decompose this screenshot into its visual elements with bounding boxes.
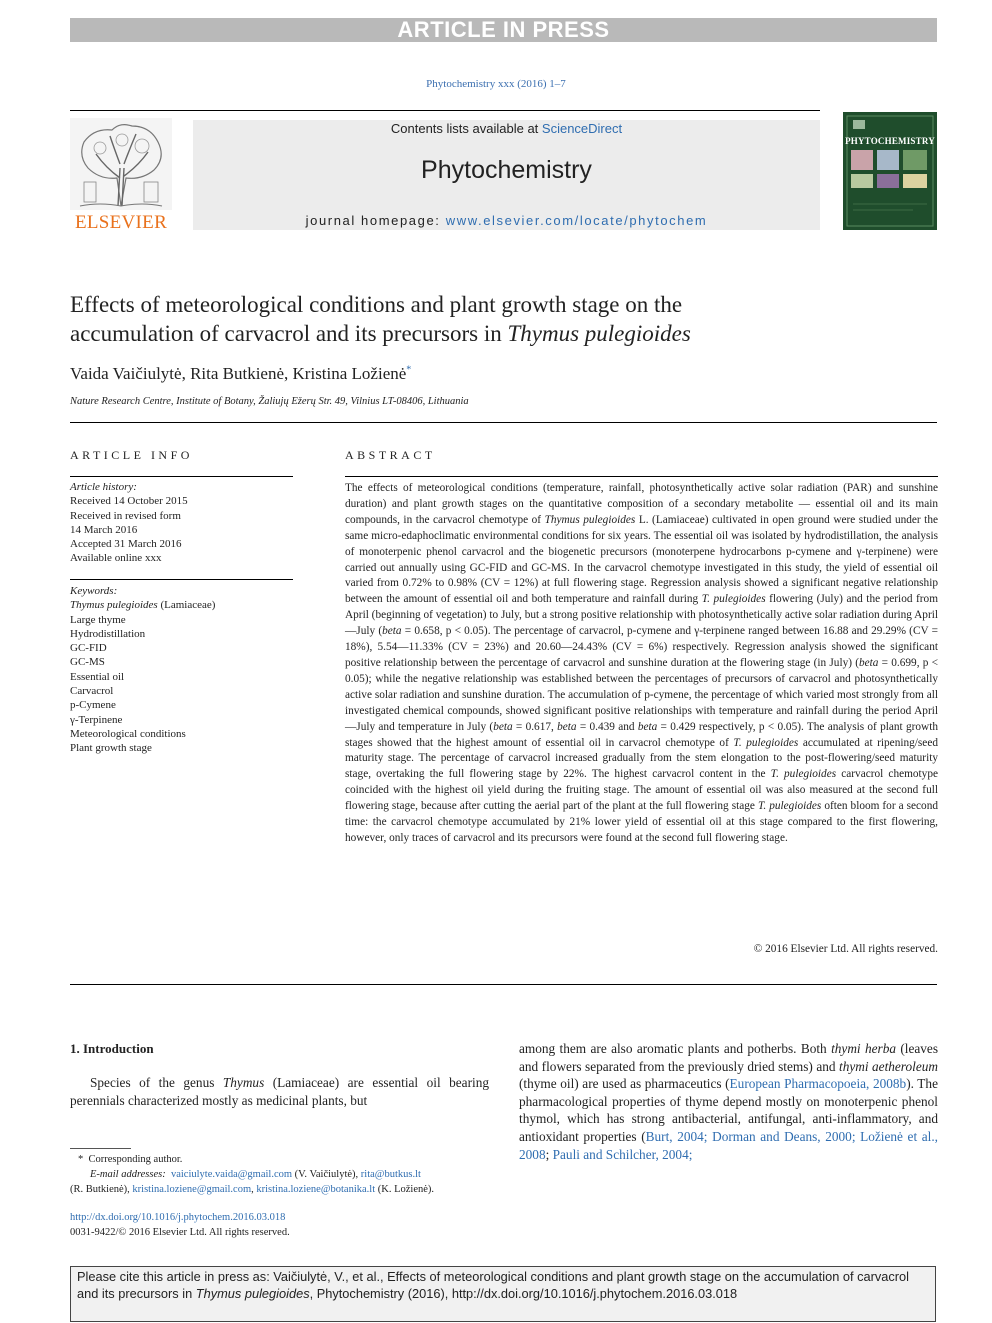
abstract-beta: beta <box>859 656 879 669</box>
keywords-list <box>70 584 293 756</box>
email-addresses <box>70 1167 489 1182</box>
intro-segment: (leaves and flowers separated from the previously dried stems) and <box>519 1041 939 1074</box>
keyword-item: Meteorological conditions <box>70 727 186 740</box>
author-list <box>70 364 411 384</box>
corresponding-author-link[interactable]: * <box>406 364 412 376</box>
corresponding-note: * Corresponding author. <box>78 1154 183 1165</box>
intro-segment: ; <box>545 1146 553 1162</box>
keyword-species: Thymus pulegioides <box>70 599 158 612</box>
keyword-family: (Lamiaceae) <box>157 599 216 612</box>
keywords-rule <box>70 579 293 580</box>
cite-species: Thymus pulegioides <box>195 1286 310 1301</box>
intro-genus: Thymus <box>222 1075 265 1090</box>
sciencedirect-link[interactable]: ScienceDirect <box>541 121 623 136</box>
abstract-species: T. pulegioides <box>770 768 837 781</box>
history-item: 14 March 2016 <box>70 523 138 536</box>
keyword-item <box>70 598 293 612</box>
abstract-segment: L. (Lamiaceae) cultivated in open ground were studied under the same micro-edaphoclimatic environmental conditions for six years. The essential oil was isolated by hydrodistillation, the analysis of monoterpenic phenol carvacrol and the biogenetic precursors (monoterpene hydrocarbons p-cymene and γ-terpinene) were carried out annually using GC-FID and GC-MS. In the carvacrol chemotype investigated in this study, the yield of essential oil varied from 0.72% to 0.98% (CV = 12%) at full flowering stage. Regression analysis showed a significant negative relationship between the amount of essential oil and both temperature and rainfall during <box>345 513 938 606</box>
homepage-prefix: journal homepage: <box>305 213 446 228</box>
journal-name: Phytochemistry <box>421 156 592 184</box>
email-link[interactable]: kristina.loziene@botanika.lt <box>256 1184 376 1195</box>
cite-segment: , Phytochemistry (2016), http://dx.doi.org/10.1016/j.phytochem.2016.03.018 <box>309 1286 738 1301</box>
intro-segment: (thyme oil) are used as pharmaceutics ( <box>519 1076 730 1092</box>
keyword-item: Large thyme <box>70 613 126 626</box>
contents-availability <box>193 121 820 136</box>
keyword-item: GC-FID <box>70 642 107 655</box>
keywords-label: Keywords: <box>70 585 118 597</box>
corresponding-text: Corresponding author. <box>88 1154 183 1165</box>
abstract-species: T. pulegioides <box>733 736 799 749</box>
intro-segment: among them are also aromatic plants and potherbs. Both <box>519 1041 832 1056</box>
keyword-item: GC-MS <box>70 656 105 669</box>
abstract-segment: = 0.429 respectively, p < 0.05). The analysis of plant growth stages showed that the highest amount of essential oil in carvacrol chemotype of <box>345 720 938 749</box>
intro-term: thymi herba <box>831 1041 896 1056</box>
email-label: E-mail addresses: <box>90 1169 166 1180</box>
abstract-segment: = 0.699, p < 0.05); while the negative relationship was established between the percentages of precursors of carvacrol and photosynthetically active solar radiation and sunshine duration. The accumulation of p-cymene, the percentage of which varied most strongly from all investigated chemical compounds, showed significant positive relationships with temperature and rainfall during the period April—July and temperature in July ( <box>345 656 938 733</box>
abstract-segment: = 0.658, p < 0.05). The percentage of carvacrol, p-cymene and γ-terpinene ranged between 16.88 and 29.29% (CV = 18%), 5.54—11.33% (CV = 23%) and 20.60—24.43% (CV = 6%) respectively. Regression analysis showed the significant positive relationship between the percentage of carvacrol and sunshine duration at the flowering stage (in July) ( <box>345 625 938 669</box>
intro-segment: Species of the genus <box>90 1075 223 1090</box>
keyword-item: Hydrodistillation <box>70 627 146 640</box>
keyword-item: p-Cymene <box>70 699 116 712</box>
abstract-heading: ABSTRACT <box>345 448 436 462</box>
abstract-bottom-rule <box>70 984 937 985</box>
abstract-segment: often bloom for a second time: the carvacrol chemotype accumulated by 21% lower yield of essential oil at this stage compared to the first flowering, however, only traces of carvacrol and its precursors were found at the second full flowering stage. <box>345 800 938 844</box>
keyword-item: Carvacrol <box>70 685 114 698</box>
email-addresses-continued <box>70 1182 489 1197</box>
abstract-beta: beta <box>382 625 402 638</box>
article-title <box>70 290 930 348</box>
reference-link[interactable]: Pauli and Schilcher, 2004; <box>552 1146 693 1162</box>
abstract-text <box>345 481 938 847</box>
email-owner: (V. Vaičiulytė), <box>292 1169 361 1180</box>
abstract-rule <box>345 476 938 477</box>
issn-copyright: 0031-9422/© 2016 Elsevier Ltd. All rights reserved. <box>70 1227 290 1238</box>
article-title-line-2 <box>70 319 930 348</box>
email-owner: (R. Butkienė), <box>70 1184 133 1195</box>
title-species: Thymus pulegioides <box>507 321 691 346</box>
reference-link[interactable]: Burt, 2004; Dorman and Deans, 2000; Ložienė et al., 2008 <box>519 1128 938 1162</box>
journal-citation-link[interactable]: Phytochemistry xxx (2016) 1–7 <box>426 78 566 90</box>
abstract-segment: accumulated at ripening/seed maturity stage. The percentage of carvacrol increased gradually from the stem elongation to the post-flowering/seed maturity stage, overtaking the full flowering stage by 22%. The highest carvacrol content in the <box>345 736 938 781</box>
keyword-item: γ-Terpinene <box>70 713 123 726</box>
abstract-species: T. pulegioides <box>701 593 766 606</box>
title-bottom-rule <box>70 422 937 423</box>
cover-artwork <box>843 112 937 230</box>
affiliation: Nature Research Centre, Institute of Botany, Žaliujų Ežerų Str. 49, Vilnius LT-08406, Lithuania <box>70 396 469 407</box>
journal-cover-thumbnail[interactable] <box>843 112 937 230</box>
keyword-item: Plant growth stage <box>70 742 152 755</box>
intro-segment: (Lamiaceae) are essential oil bearing perennials characterized mostly as medicinal plants, but <box>70 1075 489 1108</box>
cover-title: PHYTOCHEMISTRY <box>845 136 935 146</box>
article-info-rule <box>70 476 293 477</box>
introduction-heading: 1. Introduction <box>70 1041 154 1056</box>
article-title-line-1: Effects of meteorological conditions and plant growth stage on the <box>70 292 683 317</box>
footnote <box>70 1152 489 1197</box>
keyword-item: Essential oil <box>70 670 125 683</box>
cite-segment: Please cite this article in press as: Vaičiulytė, V., et al., Effects of meteorological conditions and plant growth stage on the accumulation of carvacrol and its precursors in <box>77 1269 910 1301</box>
doi-link[interactable]: http://dx.doi.org/10.1016/j.phytochem.2016.03.018 <box>70 1212 286 1223</box>
history-item: Received 14 October 2015 <box>70 495 188 508</box>
abstract-beta: beta <box>637 720 658 733</box>
footnote-rule <box>70 1148 131 1149</box>
email-link[interactable]: vaiciulyte.vaida@gmail.com <box>170 1169 293 1180</box>
email-separator: , <box>251 1184 257 1195</box>
article-history <box>70 480 293 566</box>
abstract-beta: beta <box>557 720 577 733</box>
title-line-2-text: accumulation of carvacrol and its precursors in <box>70 321 508 346</box>
introduction-left-column <box>70 1074 489 1109</box>
doi-block <box>70 1210 290 1240</box>
elsevier-wordmark: ELSEVIER <box>74 212 168 233</box>
history-label: Article history: <box>70 481 137 493</box>
article-in-press-banner: ARTICLE IN PRESS <box>70 18 937 42</box>
email-owner: (K. Ložienė). <box>375 1184 435 1195</box>
history-item: Available online xxx <box>70 552 162 565</box>
abstract-segment: flowering (July) and the period from April (beginning of vegetation) to July, but a strong positive relationship with photosynthetically active solar radiation during April—July ( <box>345 593 938 638</box>
abstract-segment: = 0.439 and <box>576 720 638 733</box>
abstract-copyright: © 2016 Elsevier Ltd. All rights reserved. <box>753 943 938 955</box>
introduction-right-column <box>519 1040 938 1163</box>
abstract-segment: The effects of meteorological conditions (temperature, rainfall, photosynthetically active solar radiation (PAR) and sunshine duration) and plant growth stages on the quantitative composition of a secondary metabolite — essential oil and its main compounds, in the carvacrol chemotype of <box>345 482 938 526</box>
history-item: Accepted 31 March 2016 <box>70 538 182 551</box>
author-names: Vaida Vaičiulytė, Rita Butkienė, Kristina Ložienė <box>70 364 407 383</box>
email-link[interactable]: rita@butkus.lt <box>360 1169 421 1180</box>
cite-this-article-text <box>77 1268 933 1302</box>
reference-link[interactable]: European Pharmacopoeia, 2008b <box>729 1076 907 1092</box>
homepage-url-link[interactable]: www.elsevier.com/locate/phytochem <box>445 213 708 228</box>
journal-homepage <box>193 213 820 228</box>
abstract-species: Thymus pulegioides <box>544 513 636 526</box>
history-item: Received in revised form <box>70 509 181 522</box>
abstract-species: T. pulegioides <box>757 800 822 813</box>
header-top-rule <box>70 110 820 111</box>
email-link[interactable]: kristina.loziene@gmail.com <box>132 1184 252 1195</box>
abstract-segment: carvacrol chemotype coincided with the highest oil yield during the fruiting stage. The amount of essential oil was also measured at the second full flowering stage, because after cutting the aerial part of the plant at the full flowering stage <box>345 768 938 813</box>
abstract-segment: = 0.617, <box>512 720 558 733</box>
article-info-heading: ARTICLE INFO <box>70 448 193 462</box>
contents-prefix: Contents lists available at <box>390 121 542 136</box>
intro-segment: ). The pharmacological properties of thyme depend mostly on monoterpenic phenol thymol, which has strong antibacterial, antifungal, anti-inflammatory, and antioxidant properties ( <box>519 1076 938 1144</box>
abstract-beta: beta <box>493 720 513 733</box>
intro-term: thymi aetheroleum <box>839 1058 938 1074</box>
